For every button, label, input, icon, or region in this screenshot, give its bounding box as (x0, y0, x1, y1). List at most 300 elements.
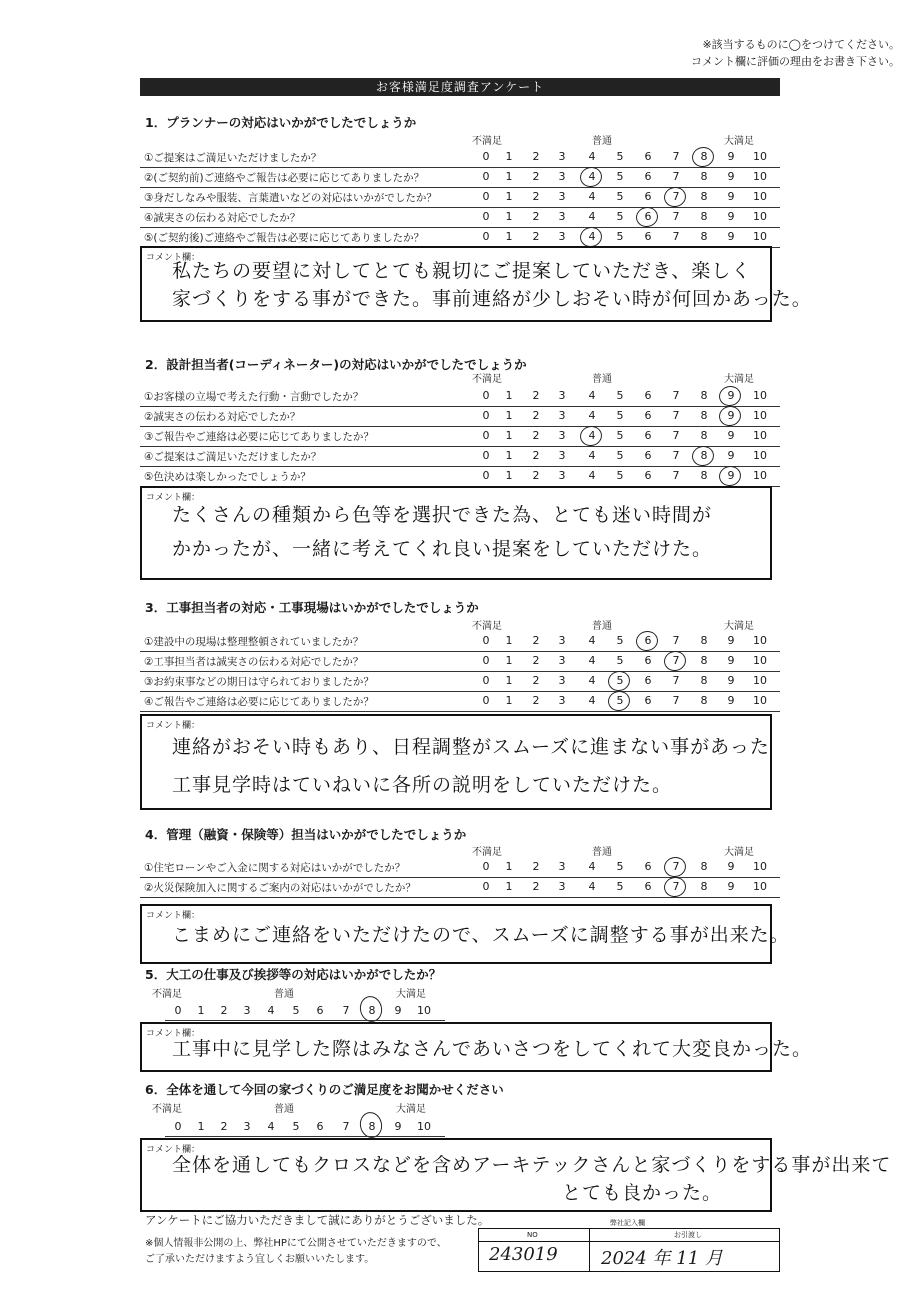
customer-number: 243019 (489, 1244, 558, 1265)
rating-option[interactable]: 0 (482, 210, 490, 223)
rating-option[interactable]: 1 (505, 880, 513, 893)
scale-label-high: 大満足 (724, 621, 754, 632)
rating-option[interactable]: 2 (220, 1120, 228, 1133)
rating-row (140, 147, 780, 168)
question-label: ①お客様の立場で考えた行動・言動でしたか？ (144, 391, 364, 403)
rating-option[interactable]: 5 (616, 389, 624, 402)
selected-rating-circle (717, 404, 743, 428)
scale-label-low: 不満足 (472, 621, 502, 632)
rating-option[interactable]: 1 (505, 694, 513, 707)
selected-rating-circle (690, 145, 716, 169)
rating-option[interactable]: 6 (644, 230, 652, 243)
rating-option[interactable]: 3 (558, 449, 566, 462)
rating-option[interactable]: 4 (588, 210, 596, 223)
rating-option[interactable]: 9 (727, 634, 735, 647)
scale-label-low: 不満足 (152, 989, 182, 1000)
rating-option[interactable]: 10 (753, 449, 767, 462)
rating-option[interactable]: 9 (727, 694, 735, 707)
rating-option[interactable]: 8 (368, 1004, 376, 1017)
rating-option[interactable]: 7 (672, 389, 680, 402)
rating-option[interactable]: 3 (558, 190, 566, 203)
rating-option[interactable]: 6 (644, 190, 652, 203)
rating-option[interactable]: 2 (532, 694, 540, 707)
rating-option[interactable]: 8 (700, 409, 708, 422)
rating-option[interactable]: 10 (753, 170, 767, 183)
rating-option[interactable]: 4 (588, 880, 596, 893)
scale-label-mid: 普通 (274, 989, 294, 1000)
selected-rating-circle (662, 855, 688, 879)
rating-option[interactable]: 5 (616, 170, 624, 183)
rating-option[interactable]: 3 (558, 409, 566, 422)
rating-option[interactable]: 5 (616, 409, 624, 422)
table-divider (589, 1229, 590, 1271)
rating-option[interactable]: 10 (753, 654, 767, 667)
rating-option[interactable]: 8 (700, 694, 708, 707)
rating-option[interactable]: 5 (616, 654, 624, 667)
rating-option[interactable]: 9 (727, 409, 735, 422)
scale-label-mid: 普通 (592, 621, 612, 632)
rating-option[interactable]: 7 (342, 1004, 350, 1017)
rating-option[interactable]: 0 (482, 880, 490, 893)
rating-option[interactable]: 1 (505, 230, 513, 243)
rating-option[interactable]: 9 (727, 674, 735, 687)
rating-option[interactable]: 3 (558, 150, 566, 163)
rating-option[interactable]: 2 (532, 860, 540, 873)
rating-option[interactable]: 3 (558, 654, 566, 667)
rating-option[interactable]: 2 (532, 170, 540, 183)
rating-option[interactable]: 0 (482, 860, 490, 873)
rating-option[interactable]: 7 (672, 210, 680, 223)
question-label: ③身だしなみや服装、言葉遣いなどの対応はいかがでしたか？ (144, 192, 437, 204)
scale-label-mid: 普通 (274, 1104, 294, 1115)
rating-row (140, 426, 780, 447)
rating-option[interactable]: 7 (672, 230, 680, 243)
rating-option[interactable]: 3 (558, 694, 566, 707)
rating-option[interactable]: 8 (368, 1120, 376, 1133)
rating-option[interactable]: 5 (616, 210, 624, 223)
rating-option[interactable]: 9 (727, 389, 735, 402)
rating-option[interactable]: 3 (558, 634, 566, 647)
rating-option[interactable]: 7 (672, 674, 680, 687)
rating-option[interactable]: 5 (292, 1004, 300, 1017)
rating-option[interactable]: 0 (482, 674, 490, 687)
comment-label: コメント欄： (146, 493, 201, 503)
rating-option[interactable]: 0 (174, 1120, 182, 1133)
rating-option[interactable]: 1 (505, 634, 513, 647)
rating-option[interactable]: 7 (672, 634, 680, 647)
scale-label-low: 不満足 (152, 1104, 182, 1115)
rating-option[interactable]: 10 (753, 860, 767, 873)
rating-row (140, 651, 780, 672)
rating-option[interactable]: 3 (558, 880, 566, 893)
rating-option[interactable]: 5 (616, 860, 624, 873)
rating-option[interactable]: 8 (700, 469, 708, 482)
rating-option[interactable]: 8 (700, 190, 708, 203)
rating-option[interactable]: 1 (505, 170, 513, 183)
rating-option[interactable]: 0 (174, 1004, 182, 1017)
comment-label: コメント欄： (146, 253, 201, 263)
rating-option[interactable]: 0 (482, 694, 490, 707)
scale-label-high: 大満足 (724, 136, 754, 147)
rating-option[interactable]: 6 (644, 880, 652, 893)
rating-option[interactable]: 0 (482, 654, 490, 667)
rating-option[interactable]: 0 (482, 409, 490, 422)
note-line: ※該当するものに◯をつけてください。 (702, 38, 900, 51)
handwritten-comment-line: 全体を通してもクロスなどを含めアーキテックさんと家づくりをする事が出来て (172, 1154, 892, 1176)
rating-option[interactable]: 9 (727, 170, 735, 183)
scale-underline (165, 1020, 445, 1021)
rating-option[interactable]: 9 (727, 230, 735, 243)
rating-option[interactable]: 6 (644, 694, 652, 707)
rating-option[interactable]: 10 (753, 880, 767, 893)
rating-row (140, 187, 780, 208)
handwritten-comment-line: こまめにご連絡をいただけたので、スムーズに調整する事が出来た。 (172, 924, 790, 946)
rating-option[interactable]: 4 (267, 1120, 275, 1133)
rating-option[interactable]: 5 (616, 674, 624, 687)
office-use-header (479, 1229, 779, 1242)
rating-option[interactable]: 2 (532, 449, 540, 462)
rating-option[interactable]: 3 (558, 469, 566, 482)
rating-option[interactable]: 1 (505, 449, 513, 462)
rating-option[interactable]: 4 (267, 1004, 275, 1017)
rating-option[interactable]: 4 (588, 409, 596, 422)
rating-option[interactable]: 6 (644, 674, 652, 687)
rating-option[interactable]: 6 (644, 429, 652, 442)
office-use-table (478, 1228, 780, 1272)
rating-option[interactable]: 9 (727, 190, 735, 203)
question-label: ③ご報告やご連絡は必要に応じてありましたか？ (144, 431, 374, 443)
handwritten-comment-line: 連絡がおそい時もあり、日程調整がスムーズに進まない事があった (172, 736, 770, 758)
selected-rating-circle (662, 649, 688, 673)
rating-option[interactable]: 2 (532, 654, 540, 667)
rating-option[interactable]: 8 (700, 150, 708, 163)
rating-option[interactable]: 6 (644, 654, 652, 667)
rating-option[interactable]: 0 (482, 230, 490, 243)
rating-option[interactable]: 2 (532, 409, 540, 422)
handwritten-comment-line: とても良かった。 (562, 1182, 723, 1204)
question-label: ②誠実さの伝わる対応でしたか？ (144, 411, 301, 423)
rating-option[interactable]: 7 (672, 170, 680, 183)
rating-row (140, 386, 780, 407)
rating-option[interactable]: 10 (753, 190, 767, 203)
no-label: NO (527, 1231, 538, 1239)
rating-option[interactable]: 3 (243, 1120, 251, 1133)
rating-option[interactable]: 6 (644, 449, 652, 462)
rating-option[interactable]: 7 (672, 860, 680, 873)
rating-option[interactable]: 3 (558, 210, 566, 223)
selected-rating-circle (578, 424, 604, 448)
scale-label-low: 不満足 (472, 136, 502, 147)
survey-title: お客様満足度調査アンケート (140, 78, 780, 96)
rating-option[interactable]: 9 (394, 1120, 402, 1133)
question-label: ④誠実さの伝わる対応でしたか？ (144, 212, 301, 224)
handwritten-comment-line: かかったが、一緒に考えてくれ良い提案をしていただけた。 (172, 538, 713, 560)
rating-option[interactable]: 0 (482, 449, 490, 462)
rating-option[interactable]: 7 (672, 694, 680, 707)
rating-option[interactable]: 0 (482, 170, 490, 183)
question-label: ①建設中の現場は整理整頓されていましたか？ (144, 636, 364, 648)
selected-rating-circle (662, 185, 688, 209)
rating-option[interactable]: 9 (727, 654, 735, 667)
selected-rating-circle (717, 464, 743, 488)
rating-option[interactable]: 0 (482, 150, 490, 163)
rating-option[interactable]: 5 (616, 190, 624, 203)
rating-option[interactable]: 8 (700, 654, 708, 667)
rating-option[interactable]: 0 (482, 469, 490, 482)
rating-option[interactable]: 6 (644, 634, 652, 647)
rating-row (140, 207, 780, 228)
comment-label: コメント欄： (146, 911, 201, 921)
rating-option[interactable]: 10 (417, 1004, 431, 1017)
section-title: 6．全体を通して今回の家づくりのご満足度をお聞かせください (145, 1082, 504, 1097)
rating-option[interactable]: 2 (532, 389, 540, 402)
rating-option[interactable]: 2 (532, 150, 540, 163)
rating-option[interactable]: 4 (588, 694, 596, 707)
rating-row (140, 691, 780, 712)
rating-option[interactable]: 10 (753, 674, 767, 687)
comment-box (140, 1022, 813, 1072)
rating-option[interactable]: 4 (588, 860, 596, 873)
rating-option[interactable]: 10 (753, 429, 767, 442)
rating-option[interactable]: 6 (316, 1004, 324, 1017)
section-title: 4．管理（融資・保険等）担当はいかがでしたでしょうか (145, 827, 467, 842)
rating-option[interactable]: 4 (588, 389, 596, 402)
scale-label-high: 大満足 (396, 1104, 426, 1115)
rating-option[interactable]: 1 (505, 190, 513, 203)
selected-rating-circle (606, 669, 632, 693)
rating-option[interactable]: 6 (644, 150, 652, 163)
instruction-notes (520, 36, 900, 70)
rating-option[interactable]: 10 (753, 389, 767, 402)
rating-option[interactable]: 3 (558, 860, 566, 873)
handover-label: お引渡し (674, 1231, 702, 1239)
rating-row (140, 857, 780, 878)
comment-box (140, 1138, 892, 1212)
rating-option[interactable]: 4 (588, 634, 596, 647)
rating-option[interactable]: 6 (644, 860, 652, 873)
rating-option[interactable]: 4 (588, 674, 596, 687)
rating-option[interactable]: 10 (417, 1120, 431, 1133)
rating-option[interactable]: 10 (753, 210, 767, 223)
rating-option[interactable]: 7 (672, 409, 680, 422)
rating-row (140, 446, 780, 467)
rating-option[interactable]: 8 (700, 449, 708, 462)
rating-option[interactable]: 4 (588, 190, 596, 203)
thanks-message: アンケートにご協力いただきまして誠にありがとうございました。 (145, 1213, 490, 1227)
rating-option[interactable]: 2 (532, 469, 540, 482)
rating-option[interactable]: 1 (505, 409, 513, 422)
handover-date: 2024 年 11 月 (601, 1248, 723, 1269)
handwritten-comment-line: 私たちの要望に対してとても親切にご提案していただき、楽しく (172, 260, 752, 282)
selected-rating-circle (606, 689, 632, 713)
rating-option[interactable]: 4 (588, 429, 596, 442)
question-label: ⑤色決めは楽しかったでしょうか？ (144, 471, 311, 483)
rating-option[interactable]: 1 (505, 429, 513, 442)
rating-row (140, 227, 780, 248)
scale-label-high: 大満足 (724, 847, 754, 858)
rating-option[interactable]: 4 (588, 469, 596, 482)
scale-label-high: 大満足 (724, 374, 754, 385)
rating-option[interactable]: 9 (727, 880, 735, 893)
rating-option[interactable]: 5 (616, 230, 624, 243)
rating-option[interactable]: 2 (532, 210, 540, 223)
rating-option[interactable]: 1 (505, 654, 513, 667)
compact-rating-scale (0, 1004, 450, 1020)
rating-option[interactable]: 5 (616, 449, 624, 462)
question-label: ②(ご契約前)ご連絡やご報告は必要に応じてありましたか？ (144, 172, 425, 184)
section-title: 1．プランナーの対応はいかがでしたでしょうか (145, 115, 417, 130)
rating-option[interactable]: 1 (505, 210, 513, 223)
rating-option[interactable]: 0 (482, 634, 490, 647)
rating-option[interactable]: 9 (727, 150, 735, 163)
rating-option[interactable]: 7 (342, 1120, 350, 1133)
rating-option[interactable]: 10 (753, 150, 767, 163)
rating-option[interactable]: 6 (316, 1120, 324, 1133)
rating-option[interactable]: 4 (588, 449, 596, 462)
rating-option[interactable]: 3 (558, 429, 566, 442)
rating-option[interactable]: 5 (616, 469, 624, 482)
rating-option[interactable]: 7 (672, 880, 680, 893)
rating-option[interactable]: 1 (505, 150, 513, 163)
question-label: ②工事担当者は誠実さの伝わる対応でしたか？ (144, 656, 364, 668)
privacy-note-line: ご了承いただけますよう宜しくお願いいたします。 (145, 1254, 375, 1265)
rating-option[interactable]: 9 (394, 1004, 402, 1017)
rating-option[interactable]: 1 (505, 389, 513, 402)
rating-option[interactable]: 10 (753, 469, 767, 482)
comment-box (140, 486, 772, 580)
rating-option[interactable]: 4 (588, 150, 596, 163)
rating-option[interactable]: 10 (753, 409, 767, 422)
comment-label: コメント欄： (146, 721, 201, 731)
rating-option[interactable]: 3 (243, 1004, 251, 1017)
rating-option[interactable]: 6 (644, 409, 652, 422)
handwritten-comment-line: たくさんの種類から色等を選択できた為、とても迷い時間が (172, 504, 713, 526)
rating-option[interactable]: 0 (482, 190, 490, 203)
rating-option[interactable]: 4 (588, 654, 596, 667)
rating-option[interactable]: 7 (672, 150, 680, 163)
rating-option[interactable]: 5 (616, 880, 624, 893)
rating-option[interactable]: 9 (727, 449, 735, 462)
selected-rating-circle (634, 205, 660, 229)
rating-option[interactable]: 0 (482, 389, 490, 402)
rating-option[interactable]: 7 (672, 429, 680, 442)
rating-option[interactable]: 9 (727, 210, 735, 223)
rating-option[interactable]: 5 (616, 150, 624, 163)
rating-option[interactable]: 8 (700, 210, 708, 223)
scale-underline (165, 1136, 445, 1137)
rating-row (140, 406, 780, 427)
rating-option[interactable]: 6 (644, 170, 652, 183)
rating-row (140, 631, 780, 652)
rating-option[interactable]: 4 (588, 230, 596, 243)
compact-rating-scale (0, 1120, 450, 1136)
rating-option[interactable]: 9 (727, 429, 735, 442)
rating-option[interactable]: 0 (482, 429, 490, 442)
rating-option[interactable]: 2 (532, 230, 540, 243)
rating-option[interactable]: 2 (220, 1004, 228, 1017)
question-label: ①ご提案はご満足いただけましたか？ (144, 152, 322, 164)
rating-option[interactable]: 10 (753, 634, 767, 647)
rating-option[interactable]: 7 (672, 449, 680, 462)
question-label: ①住宅ローンやご入金に関する対応はいかがでしたか？ (144, 862, 406, 874)
rating-option[interactable]: 8 (700, 389, 708, 402)
rating-option[interactable]: 5 (616, 694, 624, 707)
comment-label: コメント欄： (146, 1145, 201, 1155)
rating-option[interactable]: 3 (558, 170, 566, 183)
comment-box (140, 904, 790, 964)
rating-option[interactable]: 10 (753, 694, 767, 707)
question-label: ③お約束事などの期日は守られておりましたか？ (144, 676, 374, 688)
rating-option[interactable]: 1 (505, 469, 513, 482)
rating-option[interactable]: 8 (700, 860, 708, 873)
rating-option[interactable]: 5 (292, 1120, 300, 1133)
rating-option[interactable]: 2 (532, 674, 540, 687)
office-use-label: 弊社記入欄 (610, 1219, 645, 1227)
rating-option[interactable]: 7 (672, 190, 680, 203)
rating-option[interactable]: 3 (558, 674, 566, 687)
handwritten-comment-line: 工事見学時はていねいに各所の説明をしていただけた。 (172, 774, 673, 796)
comment-label: コメント欄： (146, 1029, 201, 1039)
rating-option[interactable]: 6 (644, 389, 652, 402)
rating-option[interactable]: 2 (532, 880, 540, 893)
rating-option[interactable]: 1 (197, 1004, 205, 1017)
handwritten-comment-line: 家づくりをする事ができた。事前連絡が少しおそい時が何回かあった。 (172, 288, 812, 310)
note-line: コメント欄に評価の理由をお書き下さい。 (691, 55, 900, 68)
scale-label-mid: 普通 (592, 374, 612, 385)
rating-option[interactable]: 8 (700, 880, 708, 893)
rating-option[interactable]: 2 (532, 190, 540, 203)
rating-option[interactable]: 9 (727, 860, 735, 873)
question-label: ④ご提案はご満足いただけましたか？ (144, 451, 322, 463)
scale-label-mid: 普通 (592, 136, 612, 147)
rating-option[interactable]: 2 (532, 429, 540, 442)
selected-rating-circle (690, 444, 716, 468)
rating-option[interactable]: 10 (753, 230, 767, 243)
rating-option[interactable]: 1 (505, 860, 513, 873)
comment-box (140, 714, 772, 810)
rating-option[interactable]: 8 (700, 170, 708, 183)
rating-option[interactable]: 5 (616, 634, 624, 647)
rating-row (140, 466, 780, 487)
rating-option[interactable]: 1 (197, 1120, 205, 1133)
rating-option[interactable]: 6 (644, 469, 652, 482)
rating-option[interactable]: 8 (700, 634, 708, 647)
rating-option[interactable]: 8 (700, 429, 708, 442)
rating-option[interactable]: 2 (532, 634, 540, 647)
rating-option[interactable]: 9 (727, 469, 735, 482)
scale-label-high: 大満足 (396, 989, 426, 1000)
section-title: 2．設計担当者(コーディネーター)の対応はいかがでしたでしょうか (145, 357, 527, 372)
selected-rating-circle (578, 165, 604, 189)
scale-label-mid: 普通 (592, 847, 612, 858)
rating-option[interactable]: 6 (644, 210, 652, 223)
rating-option[interactable]: 3 (558, 389, 566, 402)
rating-option[interactable]: 3 (558, 230, 566, 243)
rating-option[interactable]: 1 (505, 674, 513, 687)
selected-rating-circle (634, 629, 660, 653)
question-label: ⑤(ご契約後)ご連絡やご報告は必要に応じてありましたか？ (144, 232, 425, 244)
rating-row (140, 877, 780, 898)
rating-option[interactable]: 8 (700, 674, 708, 687)
rating-option[interactable]: 4 (588, 170, 596, 183)
selected-rating-circle (662, 875, 688, 899)
question-label: ②火災保険加入に関するご案内の対応はいかがでしたか？ (144, 882, 416, 894)
rating-option[interactable]: 7 (672, 469, 680, 482)
handwritten-comment-line: 工事中に見学した際はみなさんであいさつをしてくれて大変良かった。 (172, 1038, 813, 1060)
rating-option[interactable]: 5 (616, 429, 624, 442)
rating-option[interactable]: 8 (700, 230, 708, 243)
rating-option[interactable]: 7 (672, 654, 680, 667)
